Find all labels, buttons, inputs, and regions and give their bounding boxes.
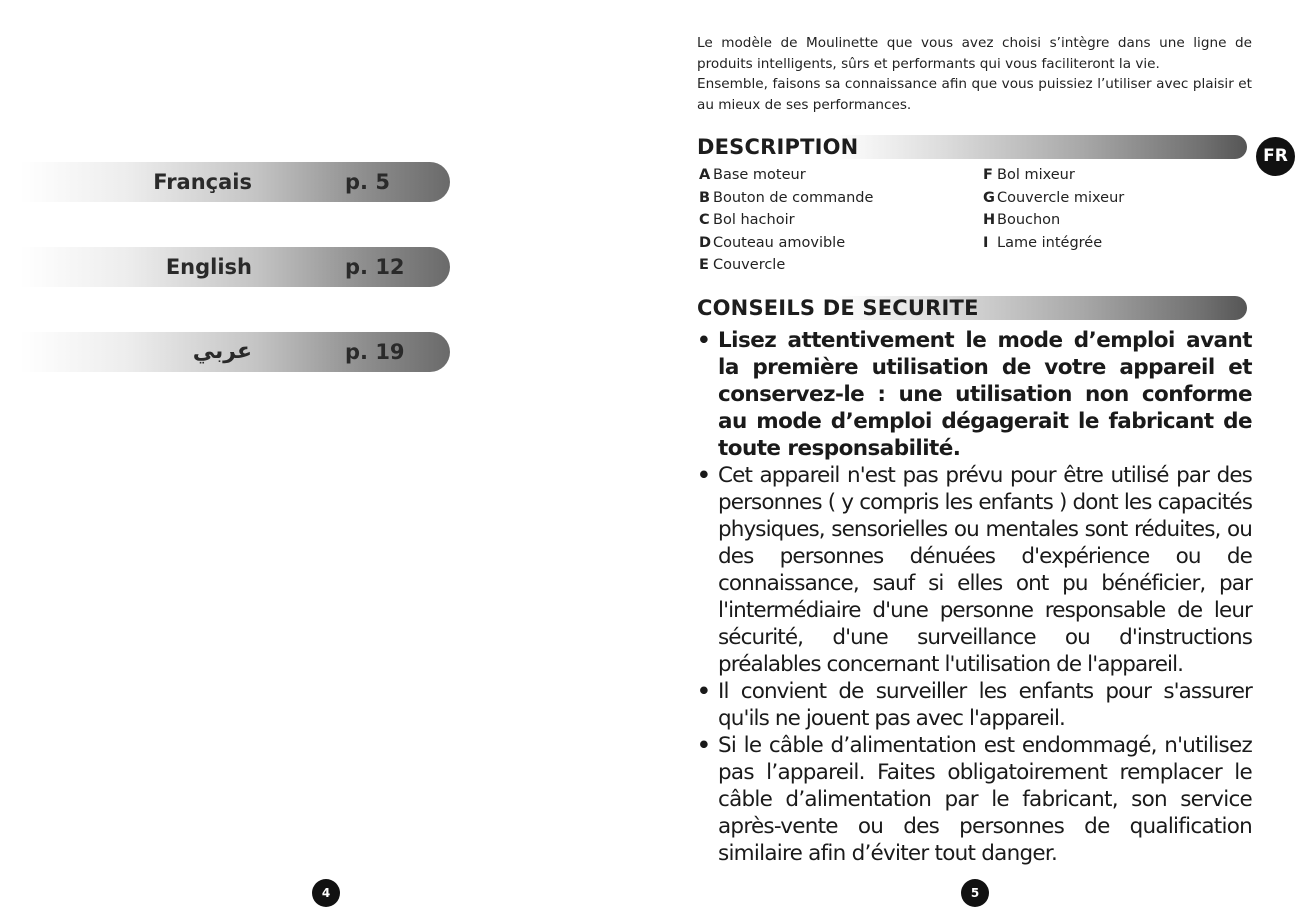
index-page: p. 5 xyxy=(345,170,390,194)
part-letter: G xyxy=(983,189,995,206)
part-label: Lame intégrée xyxy=(997,234,1103,251)
page-number-left: 4 xyxy=(312,879,340,907)
part-letter: D xyxy=(699,234,712,251)
part-label: Base moteur xyxy=(713,167,806,183)
safety-list xyxy=(697,327,1252,867)
description-header xyxy=(697,135,1247,159)
part-label: Couvercle xyxy=(713,257,786,273)
index-page: p. 12 xyxy=(345,255,405,279)
part-item xyxy=(699,254,873,277)
intro-paragraph: Ensemble, faisons sa connaissance afin que vous puissiez l’utiliser avec plaisir et au mieux de ses performances. xyxy=(697,76,1252,113)
description-title: DESCRIPTION xyxy=(697,135,859,159)
safety-header xyxy=(697,296,1247,320)
page-number-right: 5 xyxy=(961,879,989,907)
parts-list-right xyxy=(983,164,1124,254)
index-item-arabic[interactable] xyxy=(20,332,450,372)
index-page: p. 19 xyxy=(345,340,405,364)
part-letter: I xyxy=(983,234,989,251)
part-label: Couvercle mixeur xyxy=(997,189,1125,206)
part-item xyxy=(699,187,873,210)
part-item xyxy=(983,164,1124,187)
part-letter: E xyxy=(699,257,709,273)
part-letter: B xyxy=(699,189,711,206)
safety-bullet: • Si le câble d’alimentation est endommagé, n'utilisez pas l’appareil. Faites obligatoirement remplacer le câble d’alimentation par le fabricant, son service après-vente ou des personnes de qualification similaire afin d’éviter tout danger. xyxy=(697,732,1252,867)
index-item-english[interactable] xyxy=(20,247,450,287)
intro-paragraph: Le modèle de Moulinette que vous avez choisi s’intègre dans une ligne de produits intelligents, sûrs et performants qui vous faciliteront la vie. xyxy=(697,35,1252,72)
parts-list-left xyxy=(699,164,873,277)
part-item xyxy=(699,232,873,255)
part-label: Couteau amovible xyxy=(713,234,846,251)
safety-title: CONSEILS DE SECURITE xyxy=(697,296,979,320)
part-label: Bol hachoir xyxy=(713,212,795,228)
index-language: عربي xyxy=(192,339,252,364)
part-item xyxy=(983,209,1124,232)
part-letter: A xyxy=(699,167,711,183)
language-badge: FR xyxy=(1256,137,1295,176)
part-letter: H xyxy=(983,212,996,228)
index-language: Français xyxy=(153,170,252,194)
part-item xyxy=(983,232,1124,255)
index-language: English xyxy=(165,255,252,279)
index-item-francais[interactable] xyxy=(20,162,450,202)
safety-bullet: • Il convient de surveiller les enfants pour s'assurer qu'ils ne jouent pas avec l'appareil. xyxy=(697,678,1252,732)
safety-bullet: • Cet appareil n'est pas prévu pour être utilisé par des personnes ( y compris les enfants ) dont les capacités physiques, sensorielles ou mentales sont réduites, ou des personnes dénuées d'expérience ou de connaissance, sauf si elles ont pu bénéficier, par l'intermédiaire d'une personne responsable de leur sécurité, d'une surveillance ou d'instructions préalables concernant l'utilisation de l'appareil. xyxy=(697,462,1252,678)
part-item xyxy=(699,164,873,187)
part-label: Bol mixeur xyxy=(997,167,1075,183)
part-item xyxy=(699,209,873,232)
part-letter: C xyxy=(699,212,710,228)
part-item xyxy=(983,187,1124,210)
part-label: Bouchon xyxy=(997,212,1061,228)
intro-text xyxy=(697,33,1252,115)
safety-bullet: • Lisez attentivement le mode d’emploi avant la première utilisation de votre appareil et conservez-le : une utilisation non conforme au mode d’emploi dégagerait le fabricant de toute responsabilité. xyxy=(697,327,1252,462)
part-label: Bouton de commande xyxy=(713,189,874,206)
part-letter: F xyxy=(983,167,993,183)
